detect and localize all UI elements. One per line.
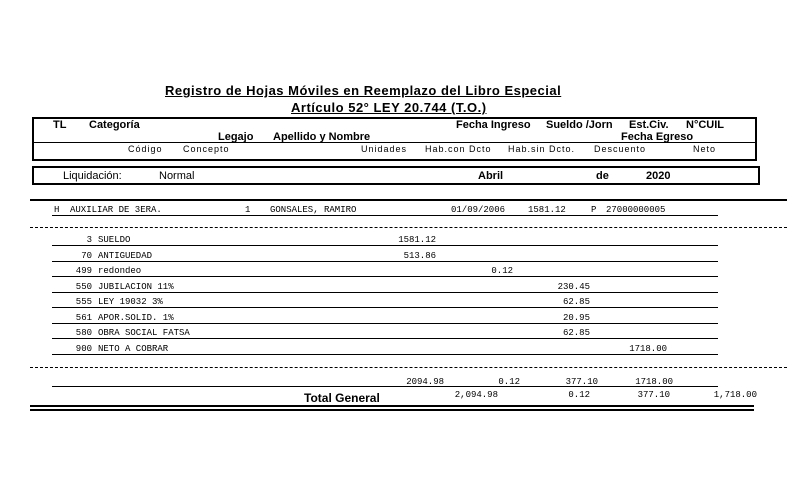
row-concepto: NETO A COBRAR	[98, 344, 169, 354]
row-underline	[52, 338, 718, 339]
employee-tl: H	[54, 205, 60, 215]
total-unidades: 2,094.98	[454, 390, 498, 400]
header-codigo: Código	[128, 144, 163, 154]
row-concepto: LEY 19032 3%	[98, 297, 163, 307]
header-legajo: Legajo	[218, 131, 254, 143]
dashed-separator-top	[30, 227, 787, 228]
employee-categoria: AUXILIAR DE 3ERA.	[70, 205, 162, 215]
row-codigo: 555	[75, 297, 92, 307]
employee-jorn: P	[591, 205, 597, 215]
header-hab-con-dcto: Hab.con Dcto	[425, 144, 492, 154]
dashed-separator-bottom	[30, 367, 787, 368]
header-fecha-egreso: Fecha Egreso	[621, 131, 694, 143]
liquidacion-label: Liquidación:	[63, 170, 122, 182]
row-descuento: 1718.00	[629, 344, 667, 354]
liquidacion-tipo: Normal	[159, 170, 195, 182]
row-underline	[52, 276, 718, 277]
employee-cuil: 27000000005	[606, 205, 666, 215]
subtotal-underline	[52, 386, 718, 387]
row-codigo: 550	[75, 282, 92, 292]
row-hab-con: 0.12	[491, 266, 513, 276]
row-codigo: 580	[75, 328, 92, 338]
total-hab-sin: 377.10	[637, 390, 670, 400]
row-underline	[52, 261, 718, 262]
row-concepto: SUELDO	[98, 235, 131, 245]
row-underline	[52, 245, 718, 246]
header-neto: Neto	[693, 144, 717, 154]
row-codigo: 3	[86, 235, 92, 245]
liquidacion-anio: 2020	[646, 170, 671, 182]
row-unidades: 513.86	[403, 251, 436, 261]
total-general-label: Total General	[304, 391, 380, 405]
row-concepto: JUBILACION 11%	[98, 282, 174, 292]
bottom-rule-2	[30, 409, 754, 411]
header-sueldo-jorn: Sueldo /Jorn	[546, 119, 613, 131]
header-categoria: Categoría	[89, 119, 140, 131]
row-codigo: 499	[75, 266, 92, 276]
row-concepto: OBRA SOCIAL FATSA	[98, 328, 190, 338]
row-hab-sin: 20.95	[562, 313, 590, 323]
top-rule	[30, 199, 787, 201]
row-codigo: 561	[75, 313, 92, 323]
bottom-rule-1	[30, 405, 754, 407]
row-underline	[52, 354, 718, 355]
header-descuento: Descuento	[594, 144, 647, 154]
subtotal-hab-con: 0.12	[498, 377, 520, 387]
page-title: Registro de Hojas Móviles en Reemplazo del Libro Especial	[165, 83, 562, 98]
total-descuento: 1,718.00	[713, 390, 757, 400]
row-codigo: 900	[75, 344, 92, 354]
row-concepto: ANTIGUEDAD	[98, 251, 153, 261]
row-underline	[52, 292, 718, 293]
employee-fecha-ingreso: 01/09/2006	[451, 205, 506, 215]
employee-legajo: 1	[245, 205, 251, 215]
row-underline	[52, 307, 718, 308]
row-unidades: 1581.12	[398, 235, 436, 245]
header-concepto: Concepto	[183, 144, 230, 154]
employee-sueldo: 1581.12	[528, 205, 566, 215]
header-apellido-nombre: Apellido y Nombre	[273, 131, 371, 143]
row-hab-sin: 230.45	[557, 282, 590, 292]
header-est-civ: Est.Civ.	[629, 119, 669, 131]
row-underline	[52, 323, 718, 324]
row-hab-sin: 62.85	[562, 297, 590, 307]
header-cuil: N°CUIL	[686, 119, 725, 131]
header-tl: TL	[53, 119, 67, 131]
subtotal-hab-sin: 377.10	[565, 377, 598, 387]
header-hab-sin-dcto: Hab.sin Dcto.	[508, 144, 576, 154]
liquidacion-de: de	[596, 170, 609, 182]
row-hab-sin: 62.85	[562, 328, 590, 338]
header-fecha-ingreso: Fecha Ingreso	[456, 119, 531, 131]
employee-underline	[52, 215, 718, 216]
row-concepto: redondeo	[98, 266, 142, 276]
subtotal-descuento: 1718.00	[635, 377, 673, 387]
row-codigo: 70	[81, 251, 92, 261]
page-subtitle: Artículo 52° LEY 20.744 (T.O.)	[291, 100, 487, 115]
subtotal-unidades: 2094.98	[406, 377, 444, 387]
employee-nombre: GONSALES, RAMIRO	[270, 205, 357, 215]
header-unidades: Unidades	[361, 144, 408, 154]
row-concepto: APOR.SOLID. 1%	[98, 313, 174, 323]
liquidacion-mes: Abril	[478, 170, 504, 182]
total-hab-con: 0.12	[568, 390, 590, 400]
